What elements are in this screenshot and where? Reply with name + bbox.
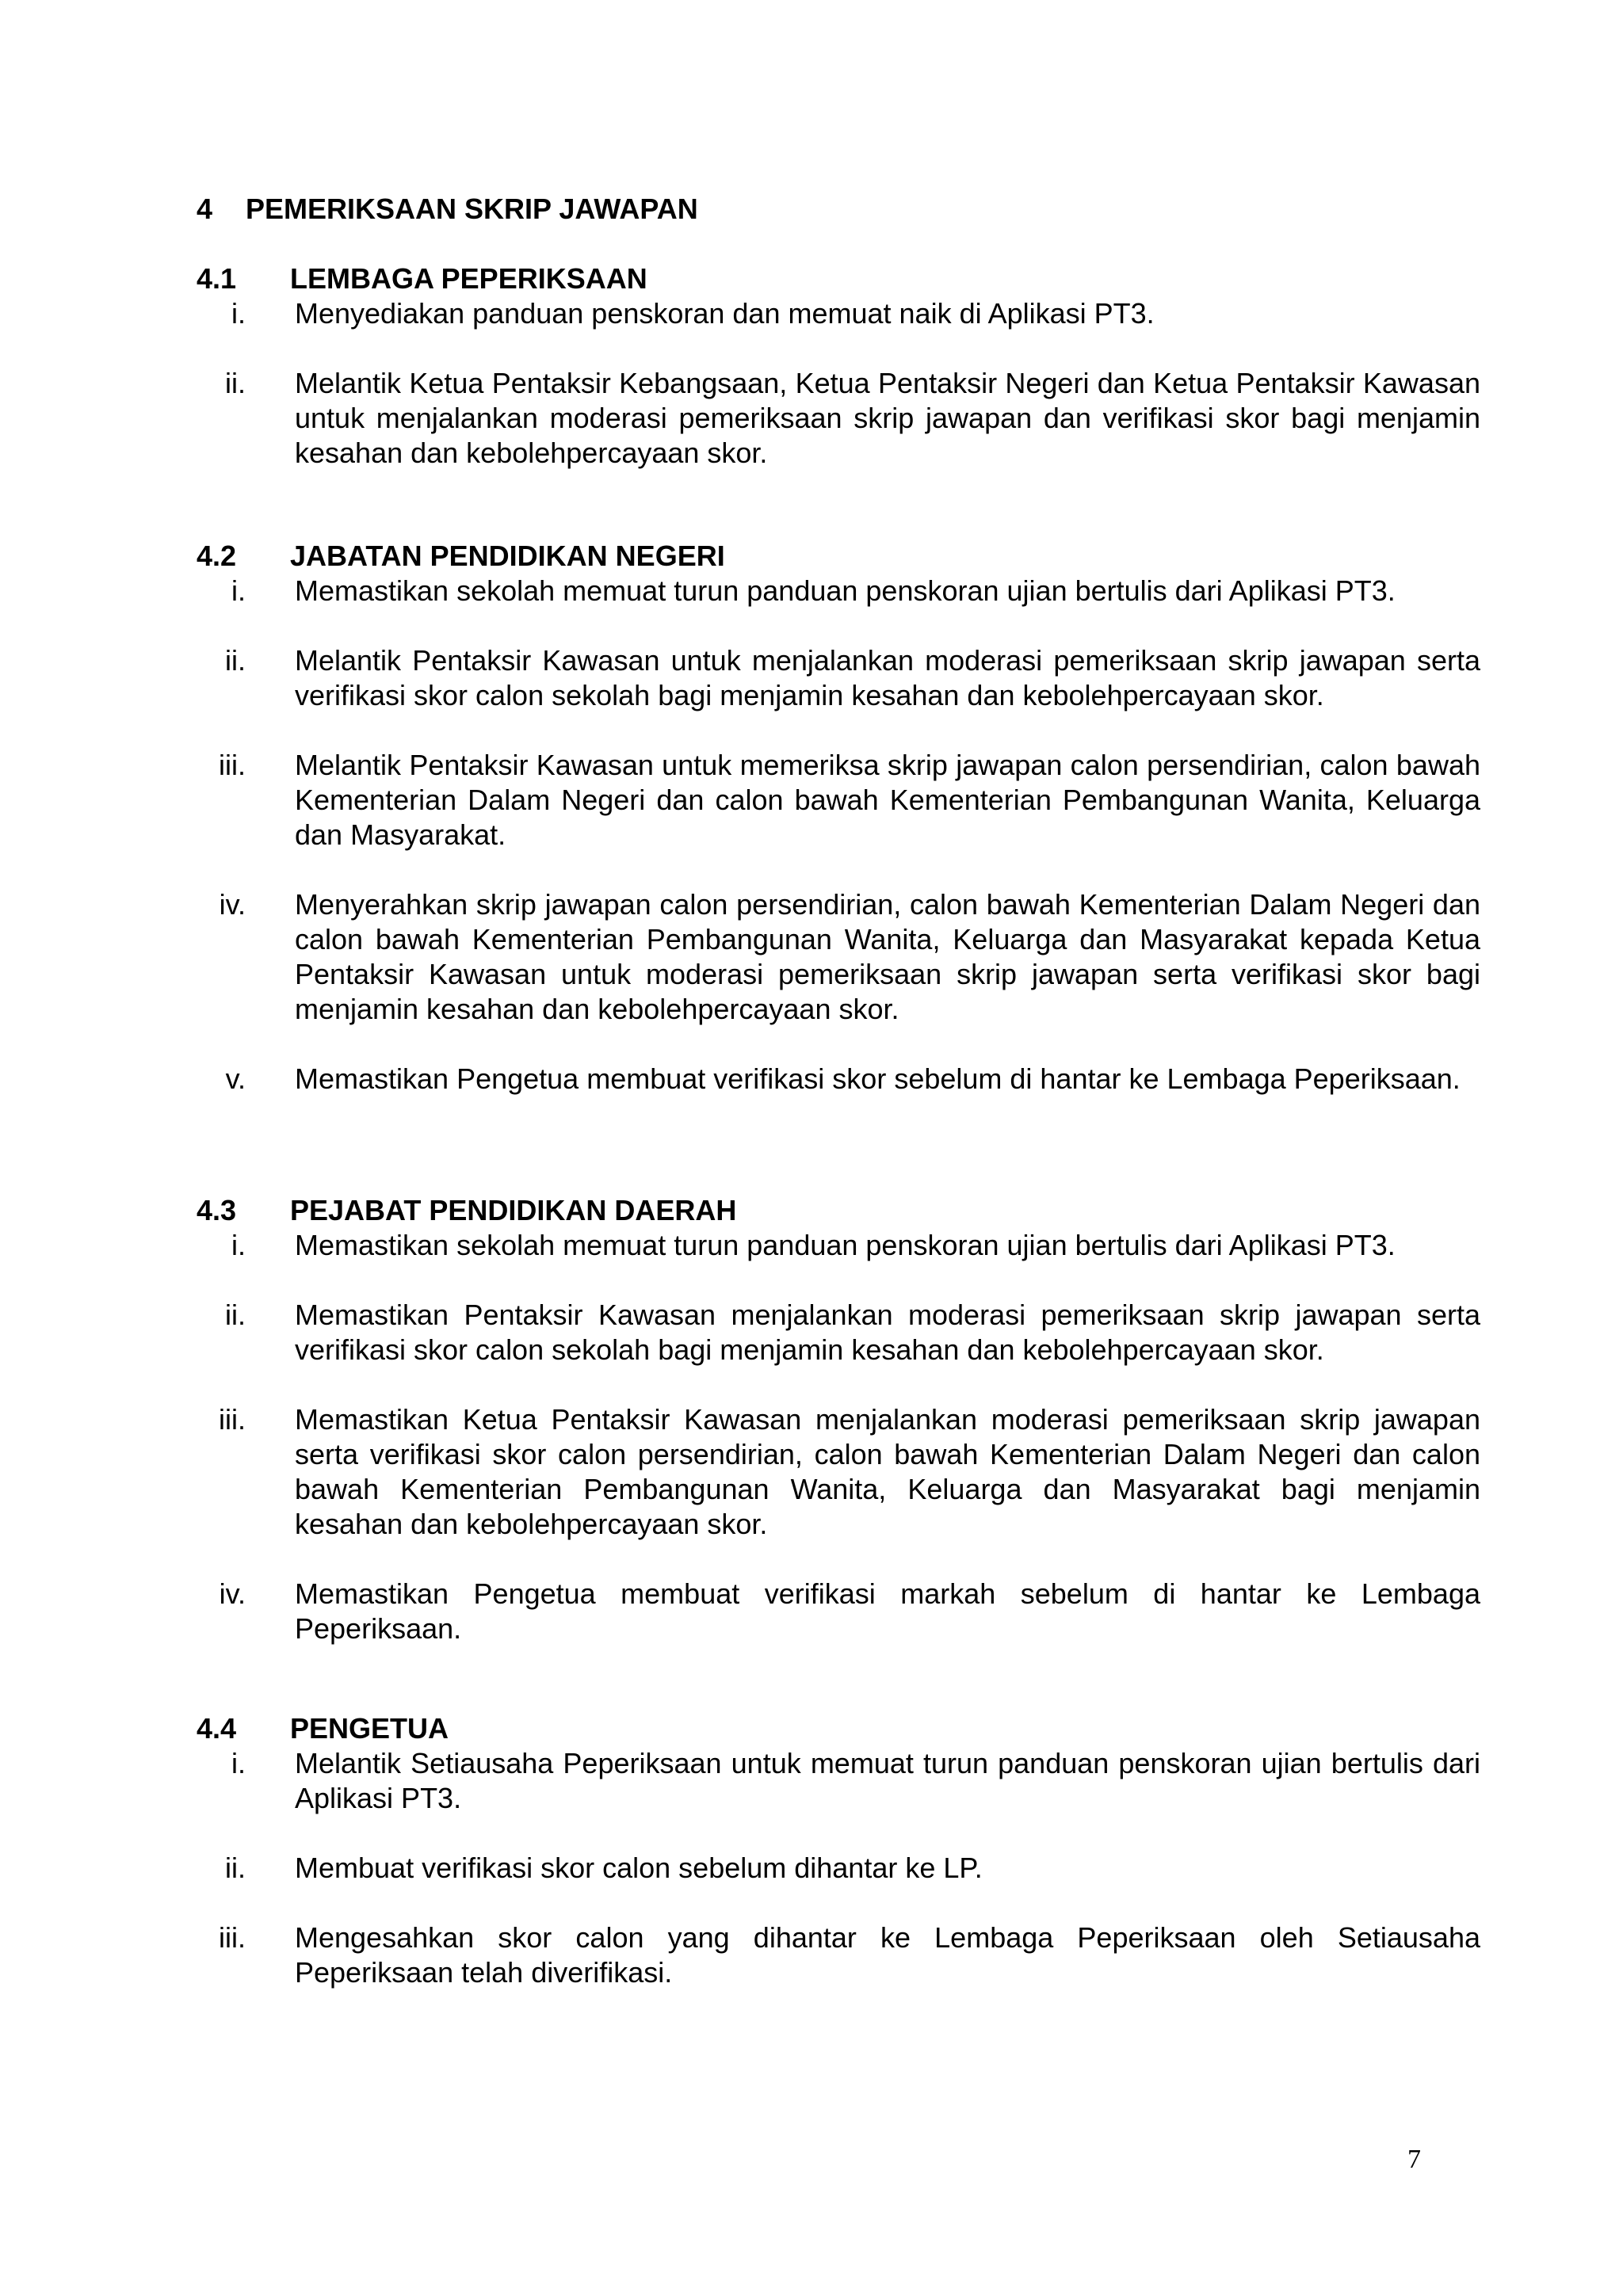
section-4-3 <box>197 1193 1480 1646</box>
list-item <box>197 1298 1480 1367</box>
list-text: Memastikan Pentaksir Kawasan menjalankan moderasi pemeriksaan skrip jawapan serta verifikasi skor calon sekolah bagi menjamin kesahan dan kebolehpercayaan skor. <box>295 1299 1480 1366</box>
section-number: 4.2 <box>197 540 237 572</box>
list-text: Membuat verifikasi skor calon sebelum dihantar ke LP. <box>295 1852 983 1884</box>
list-item <box>197 1746 1480 1816</box>
section-title: PENGETUA <box>290 1712 449 1745</box>
list-numeral: ii. <box>225 644 246 677</box>
list-text: Melantik Ketua Pentaksir Kebangsaan, Ketua Pentaksir Negeri dan Ketua Pentaksir Kawasan untuk menjalankan moderasi pemeriksaan skrip jawapan dan verifikasi skor bagi menjamin kesahan dan kebolehpercayaan skor. <box>295 367 1480 469</box>
list-numeral: iii. <box>219 1921 246 1954</box>
list-item <box>197 748 1480 852</box>
section-number: 4.4 <box>197 1712 237 1745</box>
section-heading <box>197 261 1480 296</box>
list-item <box>197 1920 1480 1990</box>
list-item <box>197 887 1480 1027</box>
main-heading-number: 4 <box>197 193 213 225</box>
list-text: Melantik Pentaksir Kawasan untuk memeriksa skrip jawapan calon persendirian, calon bawah Kementerian Dalam Negeri dan calon bawah Kementerian Pembangunan Wanita, Keluarga dan Masyarakat. <box>295 749 1480 851</box>
list-numeral: iv. <box>219 1577 246 1610</box>
page-number: 7 <box>1407 2145 1421 2174</box>
list-numeral: iv. <box>219 888 246 921</box>
list-numeral: iii. <box>219 749 246 781</box>
section-4-1 <box>197 261 1480 471</box>
list-text: Melantik Setiausaha Peperiksaan untuk memuat turun panduan penskoran ujian bertulis dari Aplikasi PT3. <box>295 1747 1480 1814</box>
list-text: Memastikan sekolah memuat turun panduan penskoran ujian bertulis dari Aplikasi PT3. <box>295 1229 1396 1261</box>
list-numeral: i. <box>231 1747 246 1779</box>
list-item <box>197 643 1480 713</box>
list-item <box>197 1062 1480 1097</box>
section-title: JABATAN PENDIDIKAN NEGERI <box>290 540 725 572</box>
list-text: Menyediakan panduan penskoran dan memuat naik di Aplikasi PT3. <box>295 297 1155 330</box>
list-item <box>197 1228 1480 1263</box>
list-text: Memastikan sekolah memuat turun panduan penskoran ujian bertulis dari Aplikasi PT3. <box>295 574 1396 607</box>
list-numeral: ii. <box>225 1852 246 1884</box>
list-item <box>197 1577 1480 1646</box>
section-heading <box>197 539 1480 574</box>
list-numeral: i. <box>231 574 246 607</box>
section-heading <box>197 1193 1480 1228</box>
main-heading-title: PEMERIKSAAN SKRIP JAWAPAN <box>246 193 698 225</box>
section-title: PEJABAT PENDIDIKAN DAERAH <box>290 1194 737 1226</box>
list-text: Memastikan Ketua Pentaksir Kawasan menjalankan moderasi pemeriksaan skrip jawapan serta verifikasi skor calon persendirian, calon bawah Kementerian Dalam Negeri dan calon bawah Kementerian Pembangunan Wanita, Keluarga dan Masyarakat bagi menjamin kesahan dan kebolehpercayaan skor. <box>295 1403 1480 1540</box>
list-numeral: iii. <box>219 1403 246 1436</box>
section-4-4 <box>197 1711 1480 1990</box>
list-text: Menyerahkan skrip jawapan calon persendirian, calon bawah Kementerian Dalam Negeri dan calon bawah Kementerian Pembangunan Wanita, Keluarga dan Masyarakat kepada Ketua Pentaksir Kawasan untuk moderasi pemeriksaan skrip jawapan serta verifikasi skor bagi menjamin kesahan dan kebolehpercayaan skor. <box>295 888 1480 1025</box>
list-text: Mengesahkan skor calon yang dihantar ke Lembaga Peperiksaan oleh Setiausaha Peperiksaan telah diverifikasi. <box>295 1921 1480 1989</box>
main-heading <box>197 192 698 227</box>
list-item <box>197 296 1480 331</box>
list-text: Memastikan Pengetua membuat verifikasi markah sebelum di hantar ke Lembaga Peperiksaan. <box>295 1577 1480 1645</box>
list-numeral: ii. <box>225 367 246 399</box>
list-numeral: v. <box>225 1062 246 1095</box>
list-numeral: ii. <box>225 1299 246 1331</box>
list-item <box>197 1402 1480 1542</box>
list-item <box>197 1851 1480 1886</box>
list-text: Memastikan Pengetua membuat verifikasi skor sebelum di hantar ke Lembaga Peperiksaan. <box>295 1062 1461 1095</box>
list-numeral: i. <box>231 297 246 330</box>
list-text: Melantik Pentaksir Kawasan untuk menjalankan moderasi pemeriksaan skrip jawapan serta verifikasi skor calon sekolah bagi menjamin kesahan dan kebolehpercayaan skor. <box>295 644 1480 711</box>
section-4-2 <box>197 539 1480 1097</box>
section-number: 4.3 <box>197 1194 237 1226</box>
list-item <box>197 574 1480 608</box>
section-heading <box>197 1711 1480 1746</box>
list-item <box>197 366 1480 471</box>
section-number: 4.1 <box>197 262 237 295</box>
list-numeral: i. <box>231 1229 246 1261</box>
section-title: LEMBAGA PEPERIKSAAN <box>290 262 647 295</box>
